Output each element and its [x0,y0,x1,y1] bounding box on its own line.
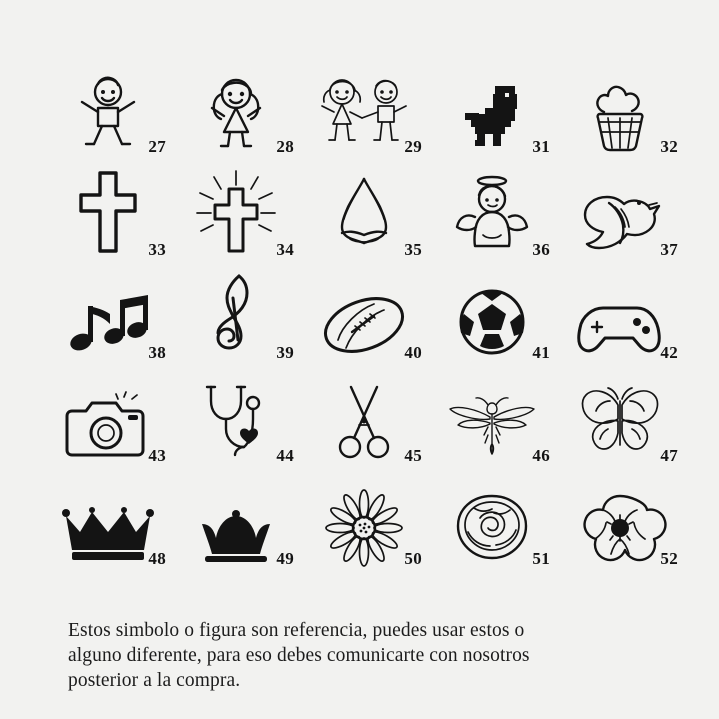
icon-cell-32[interactable] [556,52,684,155]
icon-number: 41 [532,343,550,362]
icon-cell-29[interactable] [300,52,428,155]
icon-number: 39 [276,343,294,362]
icon-cell-46[interactable] [428,361,556,464]
pixel-dinosaur-icon [461,84,523,155]
icon-number: 35 [404,240,422,259]
icon-cell-35[interactable] [300,155,428,258]
icon-number: 33 [148,240,166,259]
american-football-icon [322,294,406,361]
icon-cell-41[interactable] [428,258,556,361]
icon-cell-52[interactable] [556,464,684,567]
icon-grid [44,52,684,567]
game-controller-icon [579,302,661,361]
icon-cell-37[interactable] [556,155,684,258]
icon-cell-44[interactable] [172,361,300,464]
icon-cell-47[interactable] [556,361,684,464]
boy-jumping-icon [74,72,142,155]
icon-number: 34 [276,240,294,259]
icon-cell-45[interactable] [300,361,428,464]
caption-line-2: alguno diferente, para eso debes comunicarte con nosotros [68,645,530,666]
icon-number: 32 [660,137,678,156]
treble-clef-icon [212,274,260,361]
icon-number: 51 [532,549,550,568]
icon-number: 37 [660,240,678,259]
icon-cell-28[interactable] [172,52,300,155]
icon-cell-38[interactable] [44,258,172,361]
dragonfly-icon [448,391,536,464]
caption-line-1: Estos simbolo o figura son referencia, puedes usar estos o [68,620,525,641]
icon-cell-33[interactable] [44,155,172,258]
icon-number: 38 [148,343,166,362]
icon-number: 50 [404,549,422,568]
soccer-ball-icon [458,288,526,361]
icon-number: 45 [404,446,422,465]
rose-flower-icon [454,494,530,567]
icon-cell-42[interactable] [556,258,684,361]
icon-cell-40[interactable] [300,258,428,361]
icon-number: 42 [660,343,678,362]
icon-number: 52 [660,549,678,568]
cupcake-icon [582,72,658,155]
angel-icon [453,173,531,258]
icon-number: 27 [148,137,166,156]
icon-cell-43[interactable] [44,361,172,464]
icon-number: 43 [148,446,166,465]
icon-cell-31[interactable] [428,52,556,155]
icon-number: 29 [404,137,422,156]
dove-icon [575,181,665,258]
icon-number: 46 [532,446,550,465]
icon-number: 47 [660,446,678,465]
crown-five-points-icon [62,508,154,567]
icon-number: 40 [404,343,422,362]
stethoscope-heart-icon [201,383,271,464]
icon-number: 28 [276,137,294,156]
radiant-cross-icon [193,169,279,258]
crown-three-points-icon [196,510,276,567]
music-notes-icon [68,294,148,361]
icon-number: 48 [148,549,166,568]
icon-cell-48[interactable] [44,464,172,567]
caption-text [68,618,679,693]
icon-cell-50[interactable] [300,464,428,567]
caption-line-3: posterior a la compra. [68,670,241,691]
camera-icon [66,391,150,464]
icon-cell-49[interactable] [172,464,300,567]
icon-number: 36 [532,240,550,259]
icon-number: 44 [276,446,294,465]
icon-cell-51[interactable] [428,464,556,567]
praying-hands-icon [326,173,402,258]
icon-cell-27[interactable] [44,52,172,155]
butterfly-icon [578,385,662,464]
scissors-icon [335,379,393,464]
boy-and-girl-holding-hands-icon [314,74,414,155]
cross-icon [79,171,137,258]
icon-number: 31 [532,137,550,156]
icon-cell-39[interactable] [172,258,300,361]
girl-waving-icon [200,72,272,155]
icon-cell-34[interactable] [172,155,300,258]
icon-number: 49 [276,549,294,568]
poppy-flower-icon [583,494,657,567]
daisy-flower-icon [325,494,403,567]
icon-cell-36[interactable] [428,155,556,258]
